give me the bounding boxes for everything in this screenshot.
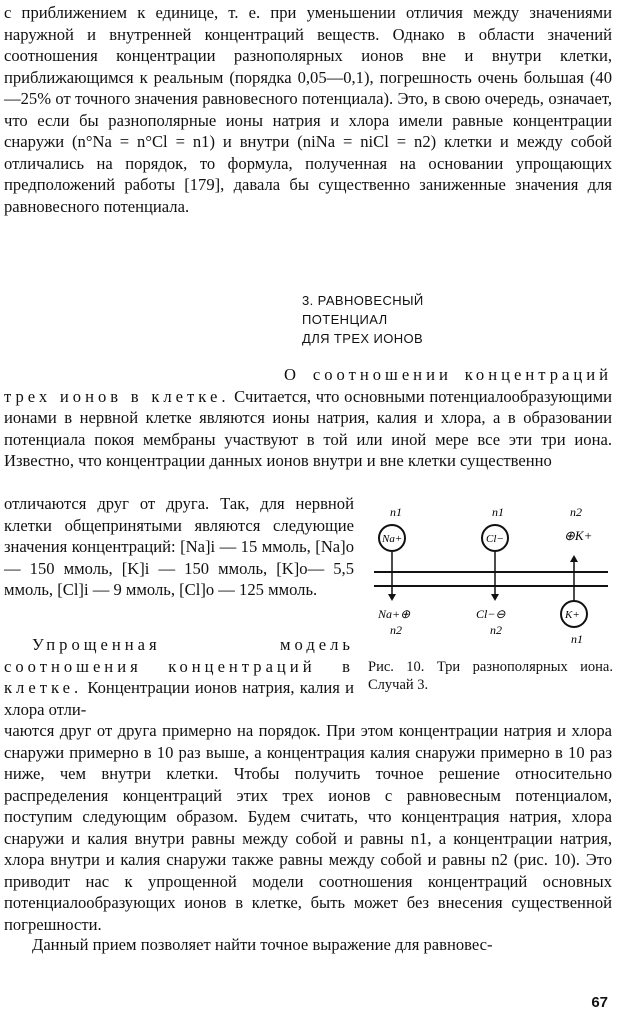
ion-top-2: Cl− [486,533,504,545]
section-heading [302,291,502,348]
label-top-1: n1 [390,505,402,519]
label-top-2: n1 [492,505,504,519]
heading-line-3: ДЛЯ ТРЕХ ИОНОВ [302,331,424,346]
paragraph-intro: с приближением к единице, т. е. при уменьшении отличия между значениями наружной и внутренней концентраций веществ. Однако в области значений соотношения концентрации разнополярных ионов вне и внутри клетки, приближающимся к реальным (порядка 0,05—0,1), погрешность очень большая (40—25% от точного значения равновесного потенциала). Это, в свою очередь, означает, что если бы разнополярные ионы натрия и хлора имели равные концентрации снаружи (n°Na = n°Cl = n1) и внутри (niNa = niCl = n2) клетки и между собой отличались на порядок, то формула, полученная на основании упрощающих предположений работы [179], давала бы существенно заниженные значения для равновесного потенциала. [4,3,612,216]
ion-bottom-2: Cl−⊖ [476,607,506,621]
paragraph-model [4,634,354,720]
ion-top-3: ⊕K+ [564,528,593,543]
ion-diagram [368,500,613,660]
page-number: 67 [591,994,608,1011]
label-bottom-1: n2 [390,623,402,637]
ion-bottom-3: K+ [565,609,580,621]
label-bottom-2: n2 [490,623,502,637]
ion-bottom-1: Na+⊕ [378,607,411,621]
figure-ions [368,500,613,680]
lead-rest: Считается, что основными потенциалообразующими ионами в нервной клетке являются ионы натрия, калия и хлора, а в образовании потенциала покоя мембраны участвуют в той или иной мере все эти три иона. Известно, что концентрации данных ионов внутри и вне клетки существенно [4,386,612,470]
label-top-3: n2 [570,505,582,519]
model-spaced-lead: Упрощенная модель соотношения концентраций в клетке. [4,635,354,697]
heading-line-1: 3. РАВНОВЕСНЫЙ [302,293,424,308]
paragraph-last: Данный прием позволяет найти точное выражение для равновес- [32,935,493,954]
paragraph-concentration-values: отличаются друг от друга. Так, для нервной клетки общепринятыми являются следующие значения концентраций: [Na]i — 15 ммоль, [Na]o— 150 ммоль, [K]i — 150 ммоль, [K]o— 5,5 ммоль, [Cl]i — 9 ммоль, [Cl]o — 125 ммоль. [4,494,354,599]
paragraph-three-ions [4,364,612,472]
ion-top-1: Na+ [382,533,403,545]
spaced-lead: О соотношении концентраций трех ионов в клетке. [4,365,612,406]
label-bottom-3: n1 [571,632,583,646]
model-rest: Концентрации ионов натрия, калия и хлора отли- [4,678,354,719]
paragraph-continued: чаются друг от друга примерно на порядок. При этом концентрации натрия и хлора снаружи примерно в 10 раз выше, а концентрация калия снаружи примерно в 10 раз ниже, чем внутри клетки. Чтобы получить точное решение относительно распределения концентраций этих трех ионов с равновесным потенциалом, поступим следующим образом. Будем считать, что концентрация натрия, хлора снаружи и калия внутри равны между собой и равны n1, а концентрации натрия, хлора внутри и калия снаружи также равны между собой и равны n2 (рис. 10). Это приводит нас к упрощенной модели соотношения концентраций основных потенциалообразующих ионов в клетке, быть может без внесения существенной погрешности. [4,721,612,934]
heading-line-2: ПОТЕНЦИАЛ [302,312,388,327]
figure-caption: Рис. 10. Три разнополярных иона. Случай 3. [368,659,613,693]
